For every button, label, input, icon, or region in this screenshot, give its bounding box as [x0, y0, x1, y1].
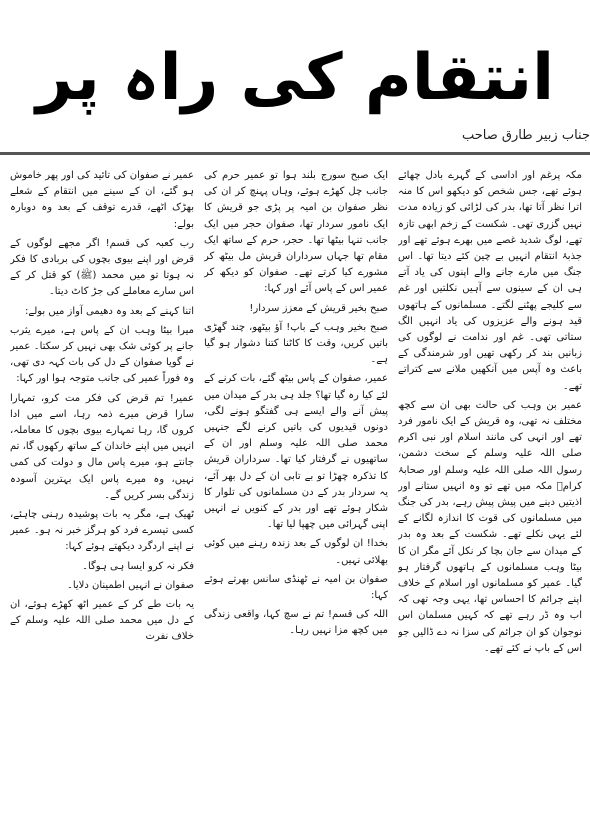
paragraph: ٹھیک ہے، مگر یہ بات پوشیدہ رہنی چاہئے، کسی تیسرے فرد کو ہرگز خبر نہ ہو۔ عمیر نے اپنے اردگرد دیکھتے ہوئے کہا:: [10, 509, 194, 553]
paragraph: اتنا کہنے کے بعد وہ دھیمی آواز میں بولے:: [24, 305, 194, 317]
paragraph: صفوان بن امیہ نے ٹھنڈی سانس بھرتے ہوئے کہا:: [204, 573, 388, 602]
paragraph: صبح بخیر قریش کے معزز سردار!: [249, 302, 388, 314]
text-column-3: [10, 168, 194, 816]
paragraph: اللہ کی قسم! تم نے سچ کہا، واقعی زندگی میں کچھ مزا نہیں رہا۔: [204, 609, 388, 637]
paragraph: یہ بات طے کر کے عمیر اٹھ کھڑے ہوئے، ان کے دل میں محمد صلی اللہ علیہ وسلم کے خلاف نفرت: [10, 599, 194, 643]
text-column-2: [204, 168, 388, 816]
paragraph: ایک صبح سورج بلند ہوا تو عمیر حرم کی جانب چل کھڑے ہوئے، وہاں پہنچ کر ان کی نظر صفوان بن امیہ پر پڑی جو قریش کا ایک نامور سردار تھا، صفوان حجر میں ایک جانب تنہا بیٹھا تھا۔ حجر، حرم کے ساتھ ایک مقام تھا جہاں سرداران قریش مل بیٹھ کر مشورے کیا کرتے تھے۔ صفوان کو دیکھ کر عمیر اس کے پاس آئے اور کہا:: [204, 170, 388, 295]
paragraph: رب کعبہ کی قسم! اگر مجھے لوگوں کے قرض اور اپنے بیوی بچوں کی بربادی کا فکر نہ ہوتا تو میں محمد (ﷺ) کو قتل کر کے اس سارے معاملے کی جڑ کاٹ دیتا۔: [10, 237, 194, 298]
text-column-1: [398, 168, 582, 816]
paragraph: صفوان نے انہیں اطمینان دلایا۔: [66, 579, 194, 591]
paragraph: فکر نہ کرو ایسا ہی ہوگا۔: [82, 560, 194, 572]
paragraph: عمیر نے صفوان کی تائید کی اور پھر خاموش ہو گئے، ان کے سینے میں انتقام کے شعلے بھڑک اٹھے، قدرے توقف کے بعد وہ دوبارہ بولے:: [10, 170, 194, 230]
author-byline: جناب زبیر طارق صاحب: [461, 128, 590, 143]
paragraph: عمیر بن وہب کی حالت بھی ان سے کچھ مختلف نہ تھی، وہ قریش کے ایک نامور فرد تھے اور انہی کی مانند اسلام اور نبی اکرم صلی اللہ علیہ وسلم کے سخت دشمن، رسول اللہ صلی اللہ علیہ وسلم اور صحابۂ کرامؓ مکہ میں تھے تو وہ انہیں ستانے اور اذیتیں دینے میں پیش پیش رہے، بدر کی جنگ میں مسلمانوں کی قوت کا اندازہ لگانے کے لئے یہی نکلے تھے۔ شکست کے بعد وہ بدر کے میدان سے جان بچا کر نکل آئے مگر ان کا بیٹا وہب مسلمانوں کے ہاتھوں گرفتار ہو گیا۔ عمیر کو مسلمانوں اور اسلام کے خلاف اپنے جرائم کا احساس تھا، یہی وجہ تھی کہ اب وہ ڈر رہے تھے کہ کہیں مسلمان اس نوجوان کو ان جرائم کی سزا نہ دے ڈالیں جو اس کے باپ نے کئے تھے۔: [398, 399, 582, 654]
article-body: [10, 168, 582, 816]
paragraph: بخدا! ان لوگوں کے بعد زندہ رہنے میں کوئی بھلائی نہیں۔: [204, 538, 388, 566]
paragraph: عمیر، صفوان کے پاس بیٹھ گئے، بات کرنے کے لئے کیا رہ گیا تھا؟ جلد ہی بدر کے میدان میں پیش آنے والے ایسے ہی گفتگو ہونے لگی، دونوں قیدیوں کی باتیں کرنے لگے جنہیں محمد صلی اللہ علیہ وسلم اور ان کے ساتھیوں نے گرفتار کیا تھا۔ سرداران قریش کا تذکرہ چھڑا تو بے تابی ان کے دل بھر آئے، یہ سردار بدر کے دن مسلمانوں کی تلوار کا شکار ہوئے تھے اور بدر کے کنویں نے انہیں اپنی گہرائی میں چھپا لیا تھا۔: [204, 373, 388, 531]
title-divider: [0, 152, 590, 155]
paragraph: صبح بخیر وہب کے باپ! آؤ بیٹھو، چند گھڑی باتیں کریں، وقت کا کاٹنا کتنا دشوار ہو گیا ہے۔: [204, 321, 388, 366]
article-title: انتقام کی راہ پر: [35, 41, 555, 115]
paragraph: میرا بیٹا وہب ان کے پاس ہے، میرے یثرب جانے پر کوئی شک بھی نہیں کر سکتا۔ عمیر نے گویا صفوان کے دل کی بات کہہ دی تھی، وہ فوراً عمیر کی جانب متوجہ ہوا اور کہا:: [10, 324, 194, 385]
paragraph: عمیر! تم قرض کی فکر مت کرو، تمہارا سارا قرض میرے ذمہ رہا، اسے میں ادا کروں گا، رہا تمہارے بیوی بچوں کا معاملہ، انہیں میں اپنے خاندان کے ساتھ رکھوں گا، تم جانتے ہو، میرے پاس مال و دولت کی کمی نہیں، وہ میرے پاس ایک بہترین آسودہ زندگی بسر کریں گے۔: [10, 392, 194, 501]
paragraph: مکہ پرغم اور اداسی کے گہرے بادل چھائے ہوئے تھے، جس شخص کو دیکھو اس کا منہ اترا نظر آتا تھا، بدر کی لڑائی کو زیادہ مدت نہیں گزری تھی۔ شکست کے زخم ابھی تازہ تھے، لوگ شدید غصے میں بھرے ہوئے تھے اور جذبۂ انتقام انہیں بے چین کئے دیتا تھا۔ اس جنگ میں مارے جانے والے اپنوں کی یاد آتے ہی ان کے سینوں سے آہیں نکلتیں اور غم سے کلیجے پھٹنے لگتے۔ مسلمانوں کے ہاتھوں قید ہونے والے عزیزوں کی یاد انہیں الگ ستاتی تھی۔ غم اور ندامت نے لوگوں کی زبانیں بند کر رکھی تھیں اور شرمندگی کے باعث وہ آپس میں آنکھیں ملانے سے کتراتے تھے۔: [398, 170, 582, 392]
